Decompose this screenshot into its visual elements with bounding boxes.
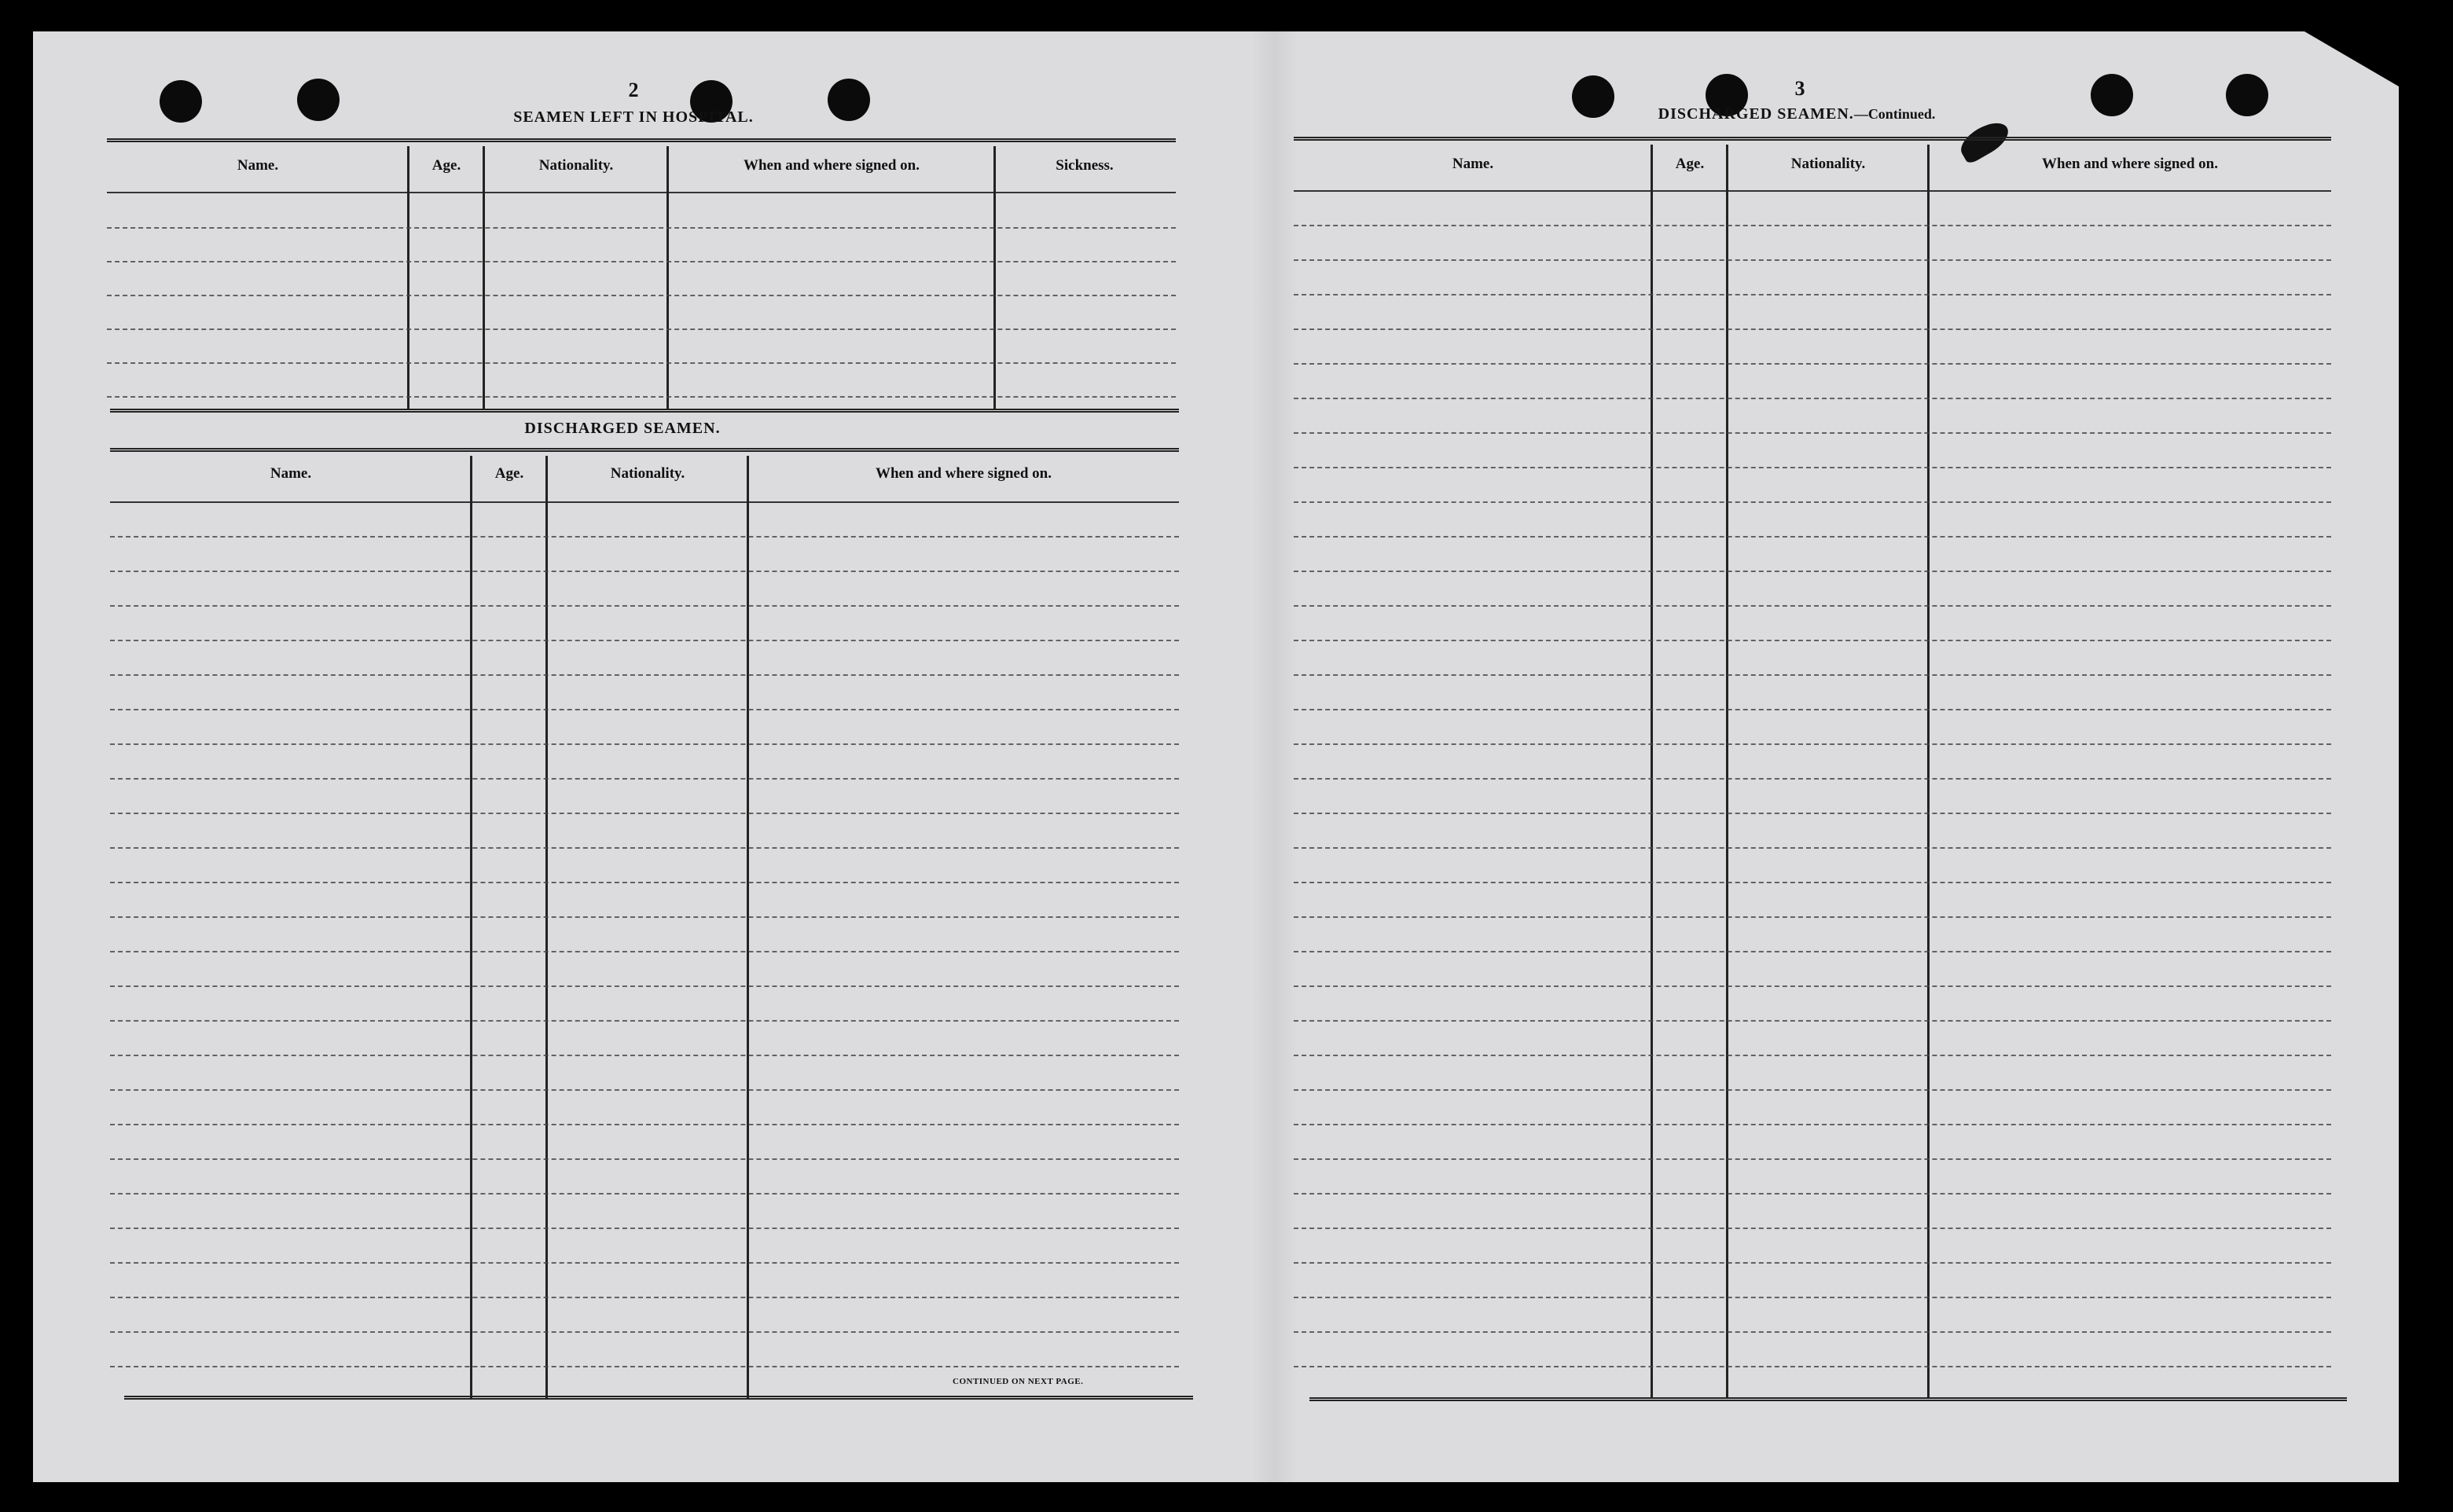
col-header-age: Age.: [494, 465, 524, 482]
hospital-section-title: SEAMEN LEFT IN HOSPITAL.: [513, 108, 754, 126]
continued-suffix: —Continued.: [1853, 106, 1936, 122]
page-number-left: 2: [628, 79, 639, 101]
page-number-right: 3: [1794, 77, 1805, 100]
discharged-title: DISCHARGED SEAMEN.: [1658, 105, 1854, 123]
col-header-nationality: Nationality.: [1790, 156, 1866, 172]
discharged-continued-title: [1577, 105, 2017, 123]
punch-hole: [828, 79, 870, 121]
punch-hole: [160, 80, 202, 123]
col-header-name: Name.: [237, 157, 279, 174]
document-sheet: [33, 31, 2399, 1482]
col-header-age: Age.: [1675, 156, 1705, 172]
col-header-signed-on: When and where signed on.: [875, 465, 1052, 482]
punch-hole: [2091, 74, 2133, 116]
page-fold: [1251, 31, 1298, 1482]
punch-hole: [2226, 74, 2268, 116]
col-header-nationality: Nationality.: [538, 157, 614, 174]
punch-hole: [297, 79, 340, 121]
continued-note: CONTINUED ON NEXT PAGE.: [953, 1377, 1084, 1386]
torn-corner: [2304, 31, 2399, 86]
col-header-signed-on: When and where signed on.: [2041, 156, 2218, 172]
discharged-section-title: DISCHARGED SEAMEN.: [524, 420, 721, 437]
col-header-signed-on: When and where signed on.: [743, 157, 920, 174]
col-header-name: Name.: [270, 465, 312, 482]
col-header-age: Age.: [431, 157, 461, 174]
col-header-sickness: Sickness.: [1056, 157, 1114, 174]
col-header-nationality: Nationality.: [610, 465, 685, 482]
col-header-name: Name.: [1452, 156, 1494, 172]
